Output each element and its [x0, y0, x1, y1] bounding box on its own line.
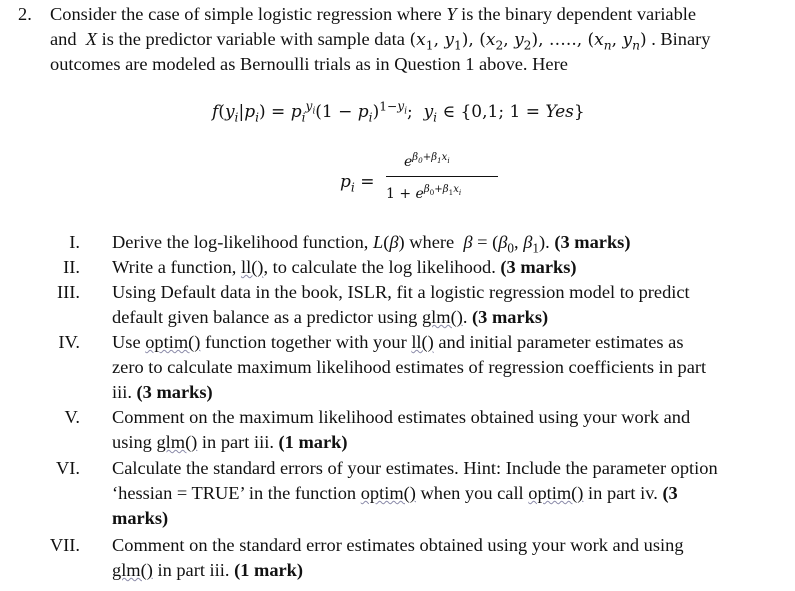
part-numeral: I.	[69, 232, 80, 252]
part-line: zero to calculate maximum likelihood estimates of regression coefficients in part	[112, 357, 707, 377]
part-line: Calculate the standard errors of your estimates. Hint: Include the parameter option	[112, 458, 718, 478]
part-numeral: VII.	[49, 535, 80, 555]
part-line: default given balance as a predictor using glm(). (3 marks)	[112, 307, 549, 327]
intro-line-3: outcomes are modeled as Bernoulli trials as in Question 1 above. Here	[50, 54, 568, 74]
part-line: marks)	[112, 508, 169, 528]
part-line: iii. (3 marks)	[112, 382, 213, 402]
intro-line-1: Consider the case of simple logistic regression where Y is the binary dependent variable	[50, 4, 697, 24]
part-line: Write a function, ll(), to calculate the log likelihood. (3 marks)	[112, 257, 577, 277]
part-line: Derive the log-likelihood function, L(β) where $\beta = (\beta_0$, $\beta_1$). (3 marks)	[112, 232, 631, 256]
part-line: ‘hessian = TRUE’ in the function optim() when you call optim() in part iv. (3	[112, 483, 678, 503]
pmf-equation: $f(y_i|p_i) = p_i^{y_i}(1 - p_i)^{1-y_i}$; $y_i$ ∈ {0,1; 1 = Yes}	[212, 99, 585, 125]
part-line: using glm() in part iii. (1 mark)	[112, 432, 348, 452]
part-numeral: III.	[57, 282, 80, 302]
part-line: glm() in part iii. (1 mark)	[112, 560, 304, 580]
part-line: Using Default data in the book, ISLR, fit a logistic regression model to predict	[112, 282, 690, 302]
part-numeral: VI.	[55, 458, 80, 478]
part-numeral: II.	[63, 257, 80, 277]
part-line: Comment on the standard error estimates obtained using your work and using	[112, 535, 684, 555]
intro-line-2: and X is the predictor variable with sample data ($x_1$, $y_1$), ($x_2$, $y_2$), ….., ($x_n$, $y_n$) . Binary	[50, 29, 711, 53]
part-numeral: V.	[64, 407, 80, 427]
part-numeral: IV.	[58, 332, 80, 352]
part-line: Comment on the maximum likelihood estimates obtained using your work and	[112, 407, 691, 427]
question-number: 2.	[18, 4, 32, 24]
part-line: Use optim() function together with your ll() and initial parameter estimates as	[112, 332, 684, 352]
